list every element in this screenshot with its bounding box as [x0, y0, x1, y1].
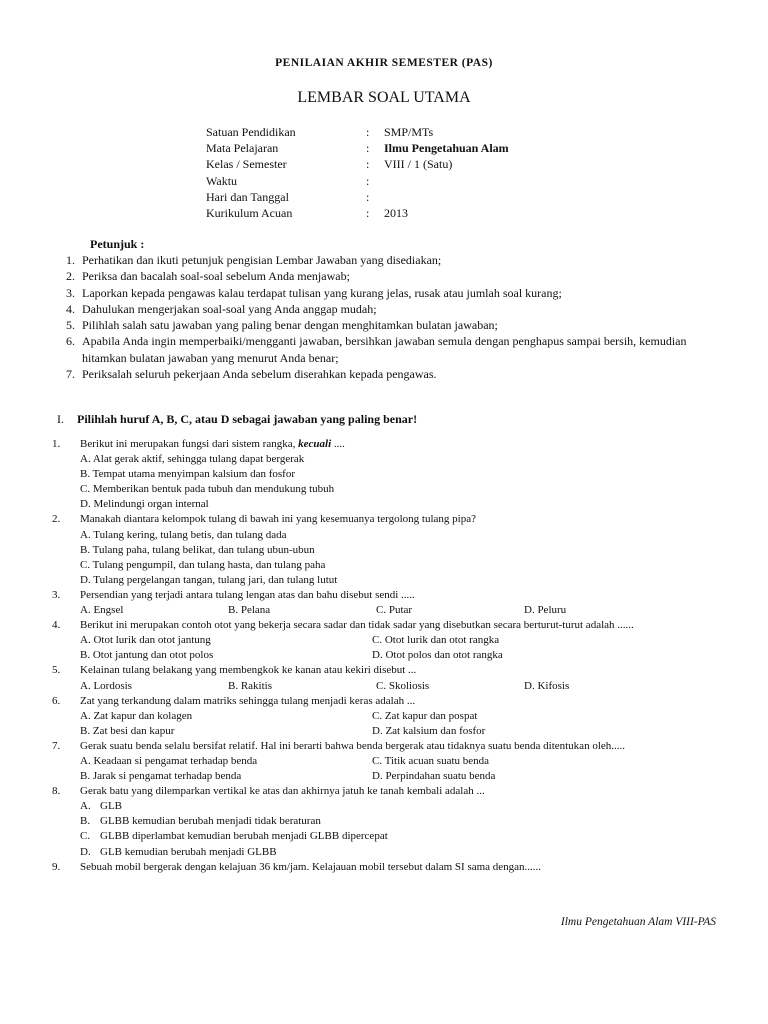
question-9: [52, 860, 716, 875]
exam-name: PENILAIAN AKHIR SEMESTER (PAS): [275, 57, 493, 69]
answer-option-row: [52, 754, 716, 769]
sheet-title: LEMBAR SOAL UTAMA: [297, 89, 471, 106]
question-number: 4.: [52, 619, 61, 632]
question-3: [52, 588, 716, 603]
instruction-item: [66, 285, 726, 301]
answer-option: A. Zat kapur dan kolagen: [80, 709, 193, 722]
page-footer: Ilmu Pengetahuan Alam VIII-PAS: [560, 916, 716, 928]
identity-row: [206, 189, 509, 205]
instruction-item: [66, 317, 726, 333]
answer-option: C. Putar: [376, 604, 413, 617]
answer-option-row: [52, 603, 716, 618]
answer-option: A. Tulang kering, tulang betis, dan tulang dada: [80, 528, 287, 541]
identity-row: [206, 156, 509, 172]
option-text: GLB kemudian berubah menjadi GLBB: [100, 845, 277, 858]
identity-row: [206, 205, 509, 221]
answer-option: D. Zat kalsium dan fosfor: [372, 724, 486, 737]
instruction-number: 4.: [66, 301, 75, 316]
question-text: Berikut ini merupakan contoh otot yang bekerja secara sadar dan tidak sadar yang disebutkan secara berturut-turut adalah ......: [80, 619, 634, 632]
answer-option: D. Peluru: [524, 604, 567, 617]
answer-option-row: [52, 709, 716, 724]
answer-option: D. Melindungi organ internal: [80, 498, 209, 511]
question-number: 7.: [52, 739, 61, 752]
identity-label: Kelas / Semester: [206, 157, 287, 172]
question-emphasis: kecuali: [298, 438, 332, 450]
answer-option: C. Titik acuan suatu benda: [372, 754, 490, 767]
answer-option: A. Engsel: [80, 604, 124, 617]
answer-option: B. Tempat utama menyimpan kalsium dan fosfor: [80, 468, 296, 481]
instructions-title: Petunjuk :: [90, 237, 145, 251]
answer-option: B. Rakitis: [228, 679, 273, 692]
identity-value: Ilmu Pengetahuan Alam: [384, 141, 509, 156]
answer-option: B. Zat besi dan kapur: [80, 724, 175, 737]
answer-option: D. Perpindahan suatu benda: [372, 770, 496, 783]
answer-option: D. Kifosis: [524, 679, 570, 692]
identity-colon: :: [366, 157, 370, 172]
answer-option-row: [52, 679, 716, 694]
instruction-item: [66, 268, 726, 284]
answer-option: [52, 814, 716, 829]
question-list: [52, 437, 716, 875]
answer-option: A. Alat gerak aktif, sehingga tulang dapat bergerak: [80, 453, 305, 466]
identity-colon: :: [366, 189, 370, 204]
option-text: GLB: [100, 800, 122, 813]
identity-row: [206, 140, 509, 156]
section-roman: I.: [57, 412, 64, 426]
answer-option-row: [52, 724, 716, 739]
answer-option: [52, 799, 716, 814]
instruction-text: Dahulukan mengerjakan soal-soal yang Anda anggap mudah;: [82, 301, 377, 316]
answer-option: D. Otot polos dan otot rangka: [372, 649, 503, 662]
answer-option-row: [52, 633, 716, 648]
instruction-text: Pilihlah salah satu jawaban yang paling benar dengan menghitamkan bulatan jawaban;: [82, 318, 498, 333]
identity-row: [206, 124, 509, 140]
question-text: Persendian yang terjadi antara tulang lengan atas dan bahu disebut sendi .....: [80, 588, 415, 601]
answer-option: A. Keadaan si pengamat terhadap benda: [80, 754, 258, 767]
instruction-item: [66, 366, 726, 382]
question-text-part: ....: [331, 438, 345, 450]
section-title: [57, 412, 417, 427]
question-2: [52, 512, 716, 527]
answer-option: C. Skoliosis: [376, 679, 430, 692]
answer-option: A. Otot lurik dan otot jantung: [80, 634, 211, 647]
identity-value: SMP/MTs: [384, 125, 434, 139]
question-text: Manakah diantara kelompok tulang di bawah ini yang kesemuanya tergolong tulang pipa?: [80, 513, 476, 526]
instruction-number: 7.: [66, 367, 75, 382]
section-instruction: Pilihlah huruf A, B, C, atau D sebagai jawaban yang paling benar!: [77, 412, 418, 426]
answer-option: C. Memberikan bentuk pada tubuh dan mendukung tubuh: [80, 483, 335, 496]
question-8: [52, 784, 716, 799]
identity-table: [206, 124, 509, 221]
instruction-number: 1.: [66, 253, 75, 267]
instructions-list: [66, 252, 726, 382]
instruction-item: [66, 333, 726, 366]
identity-label: Satuan Pendidikan: [206, 125, 296, 139]
question-text: Zat yang terkandung dalam matriks sehingga tulang menjadi keras adalah ...: [80, 694, 416, 707]
answer-option: B. Pelana: [228, 604, 271, 617]
instruction-number: 5.: [66, 318, 75, 333]
identity-colon: :: [366, 141, 370, 156]
answer-option: B. Tulang paha, tulang belikat, dan tulang ubun-ubun: [80, 543, 315, 556]
identity-label: Kurikulum Acuan: [206, 205, 293, 220]
answer-option-row: [52, 769, 716, 784]
answer-option: C. Tulang pengumpil, dan tulang hasta, dan tulang paha: [80, 558, 326, 571]
identity-label: Hari dan Tanggal: [206, 189, 289, 204]
question-number: 6.: [52, 694, 61, 707]
option-letter: C.: [80, 830, 91, 843]
identity-label: Waktu: [206, 173, 238, 188]
question-1: [52, 437, 716, 452]
identity-value: VIII / 1 (Satu): [384, 157, 453, 172]
question-7: [52, 739, 716, 754]
identity-colon: :: [366, 125, 370, 139]
instruction-text: Laporkan kepada pengawas kalau terdapat tulisan yang kurang jelas, rusak atau jumlah soal kurang;: [82, 285, 562, 300]
identity-value: 2013: [384, 205, 408, 220]
answer-option: B. Otot jantung dan otot polos: [80, 649, 214, 662]
question-text: Gerak suatu benda selalu bersifat relatif. Hal ini berarti bahwa benda bergerak atau tidaknya suatu benda ditentukan oleh.....: [80, 739, 626, 752]
question-text-part: Berikut ini merupakan fungsi dari sistem rangka,: [80, 438, 299, 450]
question-number: 2.: [52, 513, 61, 526]
answer-option: A. Lordosis: [80, 679, 132, 692]
question-number: 9.: [52, 860, 61, 873]
option-letter: A.: [80, 800, 91, 813]
instruction-item: [66, 301, 726, 317]
question-text: Sebuah mobil bergerak dengan kelajuan 36 km/jam. Kelajauan mobil tersebut dalam SI sama dengan......: [80, 860, 542, 873]
identity-row: [206, 173, 509, 189]
answer-option: B. Jarak si pengamat terhadap benda: [80, 770, 242, 783]
identity-label: Mata Pelajaran: [206, 141, 279, 156]
question-number: 5.: [52, 664, 61, 677]
answer-option: C. Otot lurik dan otot rangka: [372, 634, 500, 647]
instruction-item: [66, 252, 726, 268]
question-text: Gerak batu yang dilemparkan vertikal ke atas dan akhirnya jatuh ke tanah kembali adalah ...: [80, 785, 485, 798]
answer-option: [52, 829, 716, 844]
instruction-text: Perhatikan dan ikuti petunjuk pengisian Lembar Jawaban yang disediakan;: [82, 253, 442, 267]
instruction-number: 2.: [66, 269, 75, 284]
question-text: Kelainan tulang belakang yang membengkok ke kanan atau kekiri disebut ...: [80, 664, 417, 677]
question-number: 3.: [52, 588, 61, 601]
answer-option: D. Tulang pergelangan tangan, tulang jari, dan tulang lutut: [80, 573, 338, 586]
question-number: 8.: [52, 785, 61, 798]
question-number: 1.: [52, 438, 61, 450]
instruction-text: Periksalah seluruh pekerjaan Anda sebelum diserahkan kepada pengawas.: [82, 367, 437, 382]
identity-colon: :: [366, 173, 370, 188]
instruction-text: Apabila Anda ingin memperbaiki/mengganti jawaban, bersihkan jawaban semula dengan penghapus sampai bersih, kemudian hitamkan bulatan jawaban yang menurut Anda benar;: [82, 334, 687, 365]
instruction-number: 3.: [66, 285, 75, 300]
instruction-number: 6.: [66, 334, 75, 349]
instruction-text: Periksa dan bacalah soal-soal sebelum Anda menjawab;: [82, 269, 350, 284]
identity-colon: :: [366, 205, 370, 220]
answer-option: [52, 845, 716, 860]
option-text: GLBB kemudian berubah menjadi tidak beraturan: [100, 815, 321, 828]
option-letter: B.: [80, 815, 91, 828]
question-5: [52, 663, 716, 678]
question-4: [52, 618, 716, 633]
answer-option-row: [52, 648, 716, 663]
question-text: [80, 437, 716, 452]
question-6: [52, 694, 716, 709]
option-text: GLBB diperlambat kemudian berubah menjadi GLBB dipercepat: [100, 830, 388, 843]
option-letter: D.: [80, 845, 91, 858]
answer-option: C. Zat kapur dan pospat: [372, 709, 478, 722]
